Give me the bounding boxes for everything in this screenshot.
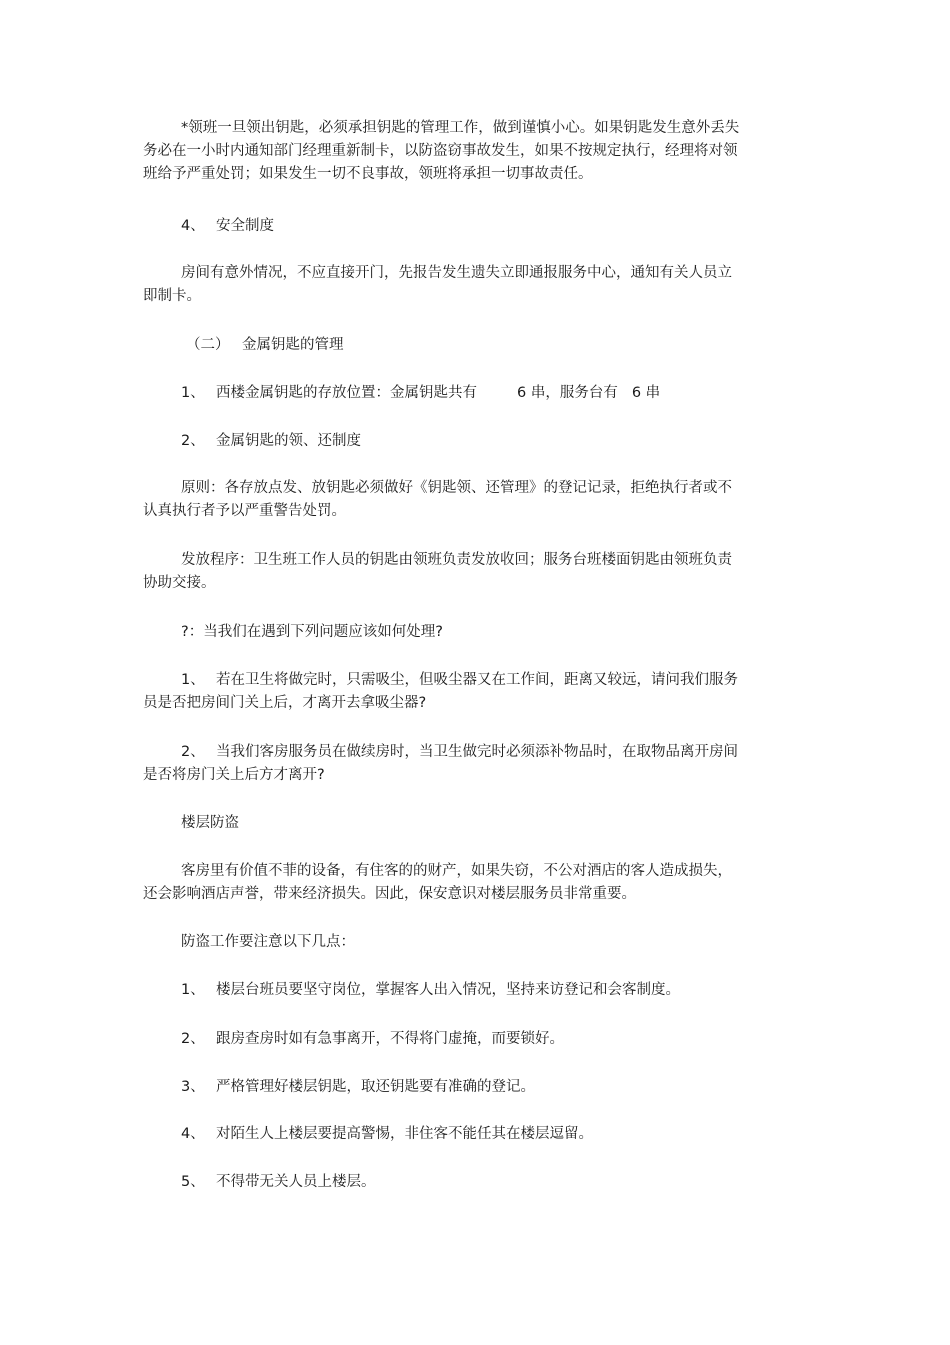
- list-item: [181, 1171, 376, 1194]
- item-text: 严格管理好楼层钥匙，取还钥匙要有准确的登记。: [216, 1079, 535, 1095]
- heading-text: 金属钥匙的管理: [242, 337, 344, 353]
- heading-text: 安全制度: [216, 218, 274, 234]
- item-number: 5、: [181, 1174, 205, 1190]
- item-west-storage: [181, 382, 660, 405]
- item-number: 1、: [181, 982, 205, 998]
- paragraph-q2: [143, 741, 743, 787]
- list-item: [181, 979, 680, 1002]
- item-text-a: 西楼金属钥匙的存放位置：金属钥匙共有: [216, 385, 477, 401]
- item-text: 不得带无关人员上楼层。: [216, 1174, 376, 1190]
- paragraph-principle: 原则：各存放点发、放钥匙必须做好《钥匙领、还管理》的登记记录，拒绝执行者或不认真执行者予以严重警告处罚。: [143, 480, 732, 519]
- list-item: [181, 1076, 535, 1099]
- item-number: 1、: [181, 385, 205, 401]
- heading-number: （二）: [186, 337, 230, 353]
- paragraph-procedure: 发放程序：卫生班工作人员的钥匙由领班负责发放收回；服务台班楼面钥匙由领班负责协助交接。: [143, 552, 732, 591]
- item-text: 跟房查房时如有急事离开，不得将门虚掩，而要锁好。: [216, 1031, 564, 1047]
- paragraph-theft: 客房里有价值不菲的设备，有住客的的财产，如果失窃，不公对酒店的客人造成损失，还会影响酒店声誉，带来经济损失。因此，保安意识对楼层服务员非常重要。: [143, 863, 732, 902]
- paragraph-points-intro: 防盗工作要注意以下几点：: [181, 934, 355, 950]
- paragraph-question: ?：当我们在遇到下列问题应该如何处理?: [181, 624, 443, 640]
- item-number: 1、: [181, 672, 205, 688]
- item-text: 金属钥匙的领、还制度: [216, 433, 361, 449]
- paragraph-key-custody: *领班一旦领出钥匙，必须承担钥匙的管理工作，做到谨慎小心。如果钥匙发生意外丢失务必在一小时内通知部门经理重新制卡，以防盗窃事故发生，如果不按规定执行，经理将对领班给予严重处罚；如果发生一切不良事故，领班将承担一切事故责任。: [143, 120, 740, 182]
- item-text: 对陌生人上楼层要提高警惕，非住客不能任其在楼层逗留。: [216, 1126, 593, 1142]
- item-text: 若在卫生将做完时，只需吸尘，但吸尘器又在工作间，距离又较远，请问我们服务员是否把房间门关上后，才离开去拿吸尘器?: [143, 672, 738, 711]
- list-item: [181, 1028, 564, 1051]
- heading-theft: 楼层防盗: [181, 815, 239, 831]
- item-text-b: 6 串，服务台有: [517, 385, 618, 401]
- item-number: 2、: [181, 1031, 205, 1047]
- item-text: 当我们客房服务员在做续房时，当卫生做完时必须添补物品时，在取物品离开房间是否将房门关上后方才离开?: [143, 744, 738, 783]
- heading-metal-keys: [186, 334, 344, 357]
- heading-number: 4、: [181, 218, 205, 234]
- item-text: 楼层台班员要坚守岗位，掌握客人出入情况，坚持来访登记和会客制度。: [216, 982, 680, 998]
- item-number: 3、: [181, 1079, 205, 1095]
- item-number: 4、: [181, 1126, 205, 1142]
- list-item: [181, 1123, 593, 1146]
- item-borrow-return: [181, 430, 361, 453]
- heading-safety: [181, 215, 274, 238]
- item-number: 2、: [181, 744, 205, 760]
- paragraph-safety: 房间有意外情况，不应直接开门，先报告发生遗失立即通报服务中心，通知有关人员立即制卡。: [143, 265, 732, 304]
- item-text-c: 6 串: [631, 385, 661, 401]
- paragraph-q1: [143, 669, 743, 715]
- item-number: 2、: [181, 433, 205, 449]
